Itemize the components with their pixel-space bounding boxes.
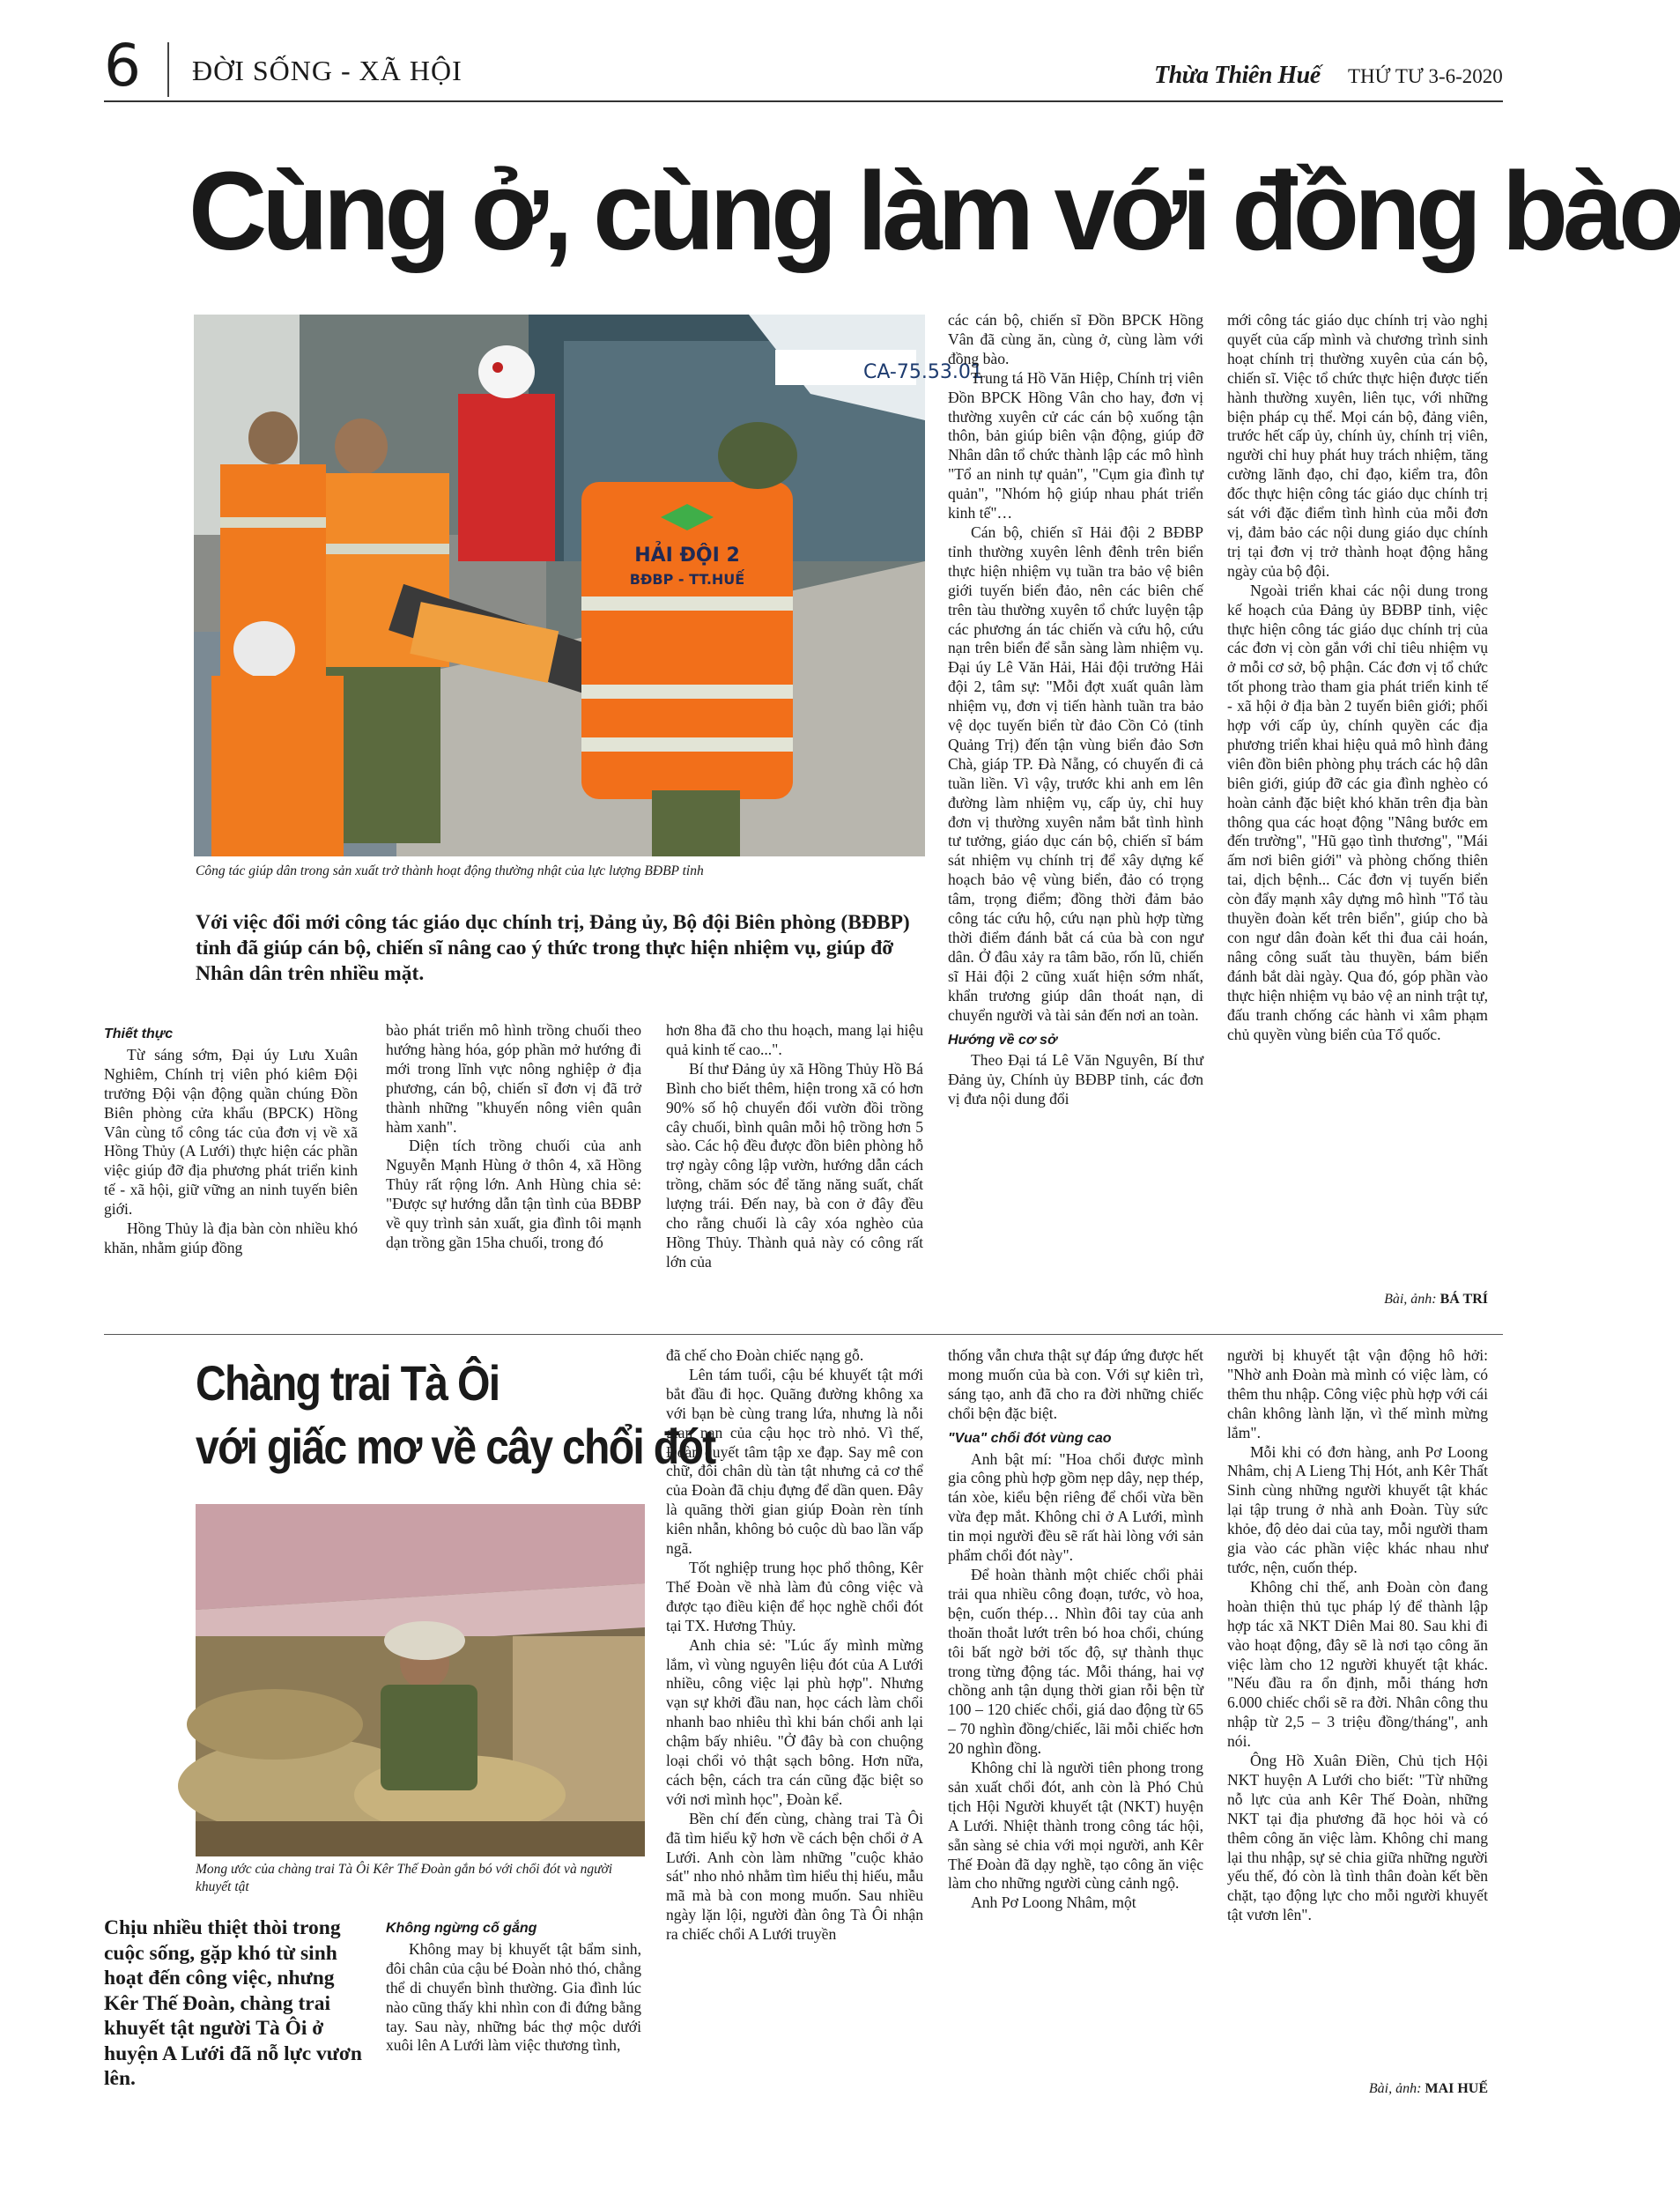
article1-byline	[1227, 1292, 1488, 1308]
paragraph: Bí thư Đảng ủy xã Hồng Thủy Hồ Bá Bình cho biết thêm, hiện trong xã có hơn 90% số hộ chuyển đổi vườn đồi trồng cây chuối, bình quân mỗi hộ trồng hơn 5 sào. Các hộ đều được đồn biên phòng hỗ trợ ngày công lập vườn, hướng dẫn cách trồng, chăm sóc để tăng năng suất, chất lượng trái. Đến nay, bà con ở đây đều cho rằng chuối là cây xóa nghèo của Hồng Thủy. Thành quả này có công rất lớn của	[666, 1059, 923, 1271]
article2-subhead-khong-ngung-co-gang: Không ngừng cố gắng	[386, 1921, 537, 1936]
article2-photo-caption: Mong ước của chàng trai Tà Ôi Kêr Thế Đoàn gắn bó với chổi đót và người khuyết tật	[196, 1862, 613, 1894]
paragraph: Để hoàn thành một chiếc chổi phải trải qua nhiều công đoạn, tước, vò hoa, bện, cuốn thép… Nhìn đôi tay của anh thoăn thoắt lướt trên bó hoa chổi, chúng tôi bất ngờ bởi tốc độ, sự thành thục trong từng động tác. Mỗi tháng, hai vợ chồng anh tận dụng thời gian rỗi bện từ 100 – 120 chiếc chổi, giá dao động từ 65 – 70 nghìn đồng/chiếc, lãi mỗi chiếc hơn 20 nghìn đồng.	[948, 1565, 1203, 1758]
article1-column-2	[386, 1021, 641, 1253]
paragraph: Mỗi khi có đơn hàng, anh Pơ Loong Nhâm, chị A Lieng Thị Hót, anh Kêr Thất Sinh cùng những người khuyết tật khác lại tập trung ở nhà anh Đoàn. Tùy sức khỏe, độ dẻo dai của tay, mỗi người tham gia vào các phần việc khác nhau như tước, nện, cuốn thép.	[1227, 1442, 1488, 1576]
article1-subhead-thiet-thuc: Thiết thực	[104, 1026, 174, 1041]
article1-column-3	[666, 1021, 923, 1272]
paragraph: mới công tác giáo dục chính trị vào nghị quyết của cấp mình và chương trình sinh hoạt chính trị thường xuyên của cán bộ, chiến sĩ. Việc tổ chức thực hiện được tiến hành thường xuyên, liên tục, với những biện pháp cụ thể. Mọi cán bộ, đảng viên, trước hết cấp ủy, chính ủy, chính trị viên, người chỉ huy phát huy trách nhiệm, tăng cường lãnh đạo, chỉ đạo, kiểm tra, đôn đốc thực hiện công tác giáo dục chính trị sát với đặc điểm tình hình của mỗi đơn vị, đảm bảo các nội dung giáo dục chính trị tại đơn vị trở thành hoạt động hằng ngày của bộ đội.	[1227, 311, 1488, 580]
paragraph: Cán bộ, chiến sĩ Hải đội 2 BĐBP tỉnh thường xuyên lênh đênh trên biển thực hiện nhiệm vụ tuần tra bảo vệ biên giới tuyến biển đảo, nên các biên chế trên tàu thường xuyên tổ chức luyện tập các phương án tác chiến và cứu hộ, cứu nạn trên biển để sẵn sàng làm nhiệm vụ. Đại úy Lê Văn Hải, Hải đội trưởng Hải đội 2, tâm sự: "Mỗi đợt xuất quân làm nhiệm vụ, đơn vị tiến hành tuần tra bảo vệ dọc tuyến biển từ đảo Cồn Cỏ (tỉnh Quảng Trị) đến tận vùng biển đảo Sơn Chà, giáp TP. Đà Nẵng, có chuyến đi cả tuần liền. Vì vậy, trước khi anh em lên đường làm nhiệm vụ, cấp ủy, chỉ huy đơn vị thường xuyên nắm bắt tình hình tư tưởng, giáo dục cán bộ, chiến sĩ bám sát nhiệm vụ chính trị để xây dựng kế hoạch bảo vệ vùng biển, đảo có trọng tâm, trọng điểm; đồng thời đảm bảo công tác cứu hộ, cứu nạn phù hợp từng thời điểm đánh bắt cá của bà con ngư dân. Ở đâu xảy ra tâm bão, rốn lũ, chiến sĩ Hải đội 2 cũng xuất hiện sớm nhất, khẩn trương giúp dân thoát nạn, di chuyển người và tài sản đến nơi an toàn.	[948, 522, 1203, 1024]
article1-headline: Cùng ở, cùng làm với đồng bào	[189, 149, 1680, 273]
section-title: ĐỜI SỐNG - XÃ HỘI	[192, 55, 463, 86]
article1-subhead-huong-ve-co-so: Hướng về cơ sở	[948, 1032, 1057, 1048]
article2-column-2	[386, 1914, 641, 2056]
article2-column-3	[666, 1346, 923, 1945]
page-number: 6	[104, 32, 141, 100]
article2-photo	[196, 1504, 645, 1856]
article1-column-1	[104, 1019, 358, 1258]
article1-column-5	[1227, 311, 1488, 1044]
newspaper-name: Thừa Thiên Huế	[1154, 62, 1321, 89]
paragraph: Không may bị khuyết tật bẩm sinh, đôi chân của cậu bé Đoàn nhỏ thó, chẳng thể di chuyển bình thường. Gia đình lúc nào cũng thấy khi nhìn con đi đứng bằng tay. Sau này, những bác thợ mộc dưới xuôi lên A Lưới làm việc thương tình,	[386, 1939, 641, 2055]
paragraph: Trung tá Hồ Văn Hiệp, Chính trị viên Đồn BPCK Hồng Vân cho hay, đơn vị thường xuyên cử các cán bộ xuống tận thôn, bản giúp biên vận động, giúp đỡ Nhân dân tổ chức thành lập các mô hình "Tổ an ninh tự quản", "Cụm gia đình tự quản", "Nhóm hộ giúp nhau phát triển kinh tế"…	[948, 368, 1203, 522]
article1-photo-caption: Công tác giúp dân trong sản xuất trở thành hoạt động thường nhật của lực lượng BĐBP tỉnh	[196, 863, 704, 878]
paragraph: Diện tích trồng chuối của anh Nguyễn Mạnh Hùng ở thôn 4, xã Hồng Thủy rất rộng lớn. Anh Hùng chia sẻ: "Được sự hướng dẫn tận tình của BĐBP về quy trình sản xuất, gia đình tôi mạnh dạn trồng gần 15ha chuối, trong đó	[386, 1137, 641, 1251]
paragraph: đã chế cho Đoàn chiếc nạng gỗ.	[666, 1346, 864, 1364]
header-divider	[167, 42, 169, 97]
paragraph: bào phát triển mô hình trồng chuối theo hướng hàng hóa, góp phần mở hướng đi mới trong lĩnh vực nông nghiệp ở địa phương, cán bộ, chiến sĩ đơn vị đã trở thành những "khuyến nông viên quân hàm xanh".	[386, 1021, 641, 1136]
header-rule	[104, 100, 1503, 102]
paragraph: Theo Đại tá Lê Văn Nguyên, Bí thư Đảng ủy, Chính ủy BĐBP tỉnh, các đơn vị đưa nội dung đổi	[948, 1051, 1203, 1108]
paragraph: người bị khuyết tật vận động hô hởi: "Nhờ anh Đoàn mà mình có việc làm, có thêm thu nhập. Công việc phù hợp với cái chân không lành lặn, vì thế mình mừng lắm".	[1227, 1346, 1488, 1441]
article2-byline	[1227, 2081, 1488, 2097]
svg-text:BĐBP - TT.HUẾ: BĐBP - TT.HUẾ	[629, 571, 745, 588]
paragraph: các cán bộ, chiến sĩ Đồn BPCK Hồng Vân đã cùng ăn, cùng ở, cùng làm với đồng bào.	[948, 311, 1203, 367]
byline-author: MAI HUẾ	[1425, 2081, 1488, 2096]
svg-text:HẢI ĐỘI 2: HẢI ĐỘI 2	[634, 545, 740, 567]
paragraph: Không chỉ thế, anh Đoàn còn đang hoàn thiện thủ tục pháp lý để thành lập hợp tác xã NKT Diên Mai 80. Sau khi đi vào hoạt động, đây sẽ là nơi tạo công ăn việc làm cho 12 người khuyết tật khác. "Nếu đầu ra ổn định, mỗi tháng hơn 6.000 chiếc chổi sẽ ra đời. Nhân công thu nhập từ 2,5 – 3 triệu đồng/tháng", anh nói.	[1227, 1577, 1488, 1751]
paragraph: Ông Hồ Xuân Điền, Chủ tịch Hội NKT huyện A Lưới cho biết: "Từ những nỗ lực của anh Kêr Thế Đoàn, những NKT tại địa phương đã học hỏi và có thêm công ăn việc làm. Không chỉ mang lại thu nhập, sự sẻ chia giữa những người yếu thế, đó còn là tình thân đoàn kết bền chặt, tạo động lực cho mỗi người khuyết tật vươn lên".	[1227, 1752, 1488, 1924]
article2-column-5	[1227, 1346, 1488, 1925]
article1-lead: Với việc đổi mới công tác giáo dục chính trị, Đảng ủy, Bộ đội Biên phòng (BĐBP) tỉnh đã giúp cán bộ, chiến sĩ nâng cao ý thức trong thực hiện nhiệm vụ, giúp đỡ Nhân dân trên nhiều mặt.	[196, 911, 910, 985]
paragraph: Bền chí đến cùng, chàng trai Tà Ôi đã tìm hiểu kỹ hơn về cách bện chổi ở A Lưới. Anh còn làm những "cuộc khảo sát" nho nhỏ nhằm tìm hiểu thị hiếu, mẫu mã mà bà con mong muốn. Sau nhiều ngày lặn lội, người đàn ông Tà Ôi nhận ra chiếc chổi A Lưới truyền	[666, 1809, 923, 1944]
paragraph: Ngoài triển khai các nội dung trong kế hoạch của Đảng ủy BĐBP tỉnh, việc thực hiện công tác giáo dục chính trị của các đơn vị còn gắn với chỉ tiêu nhiệm vụ ở mỗi cơ sở, bộ phận. Các đơn vị tổ chức tốt phong trào tham gia phát triển kinh tế - xã hội ở địa bàn 2 tuyến biên giới; phối hợp với cấp ủy, chính quyền các địa phương triển khai hiệu quả mô hình đảng viên đồn biên phòng phụ trách các hộ dân biên giới, giúp đỡ các gia đình nghèo có hoàn cảnh đặc biệt khó khăn trên địa bàn thông qua các hoạt động "Nâng bước em đến trường", "Hũ gạo tình thương", "Mái ấm nơi biên giới" và phòng chống thiên tai, dịch bệnh... Các đơn vị tuyến biển còn đẩy mạnh xây dựng mô hình "Tổ tàu thuyền đoàn kết trên biển", giúp cho bà con ngư dân đoàn kết thi đua cải hoán, nâng công suất tàu thuyền, bám biển đánh bắt dài ngày. Qua đó, góp phần vào thực hiện nhiệm vụ bảo vệ an ninh trật tự, đấu tranh chống các hành vi xâm phạm chủ quyền vùng biển của Tổ quốc.	[1227, 581, 1488, 1043]
paragraph: Tốt nghiệp trung học phổ thông, Kêr Thế Đoàn về nhà làm đủ công việc và được tạo điều kiện để học nghề chổi đót tại TX. Hương Thủy.	[666, 1558, 923, 1634]
paragraph: Không chỉ là người tiên phong trong sản xuất chổi đót, anh còn là Phó Chủ tịch Hội Người khuyết tật (NKT) huyện A Lưới. Nhiệt thành trong công tác hội, sẵn sàng sẻ chia với mọi người, anh Kêr Thế Đoàn đã dạy nghề, tạo công ăn việc làm cho những người cùng cảnh ngộ.	[948, 1759, 1203, 1893]
paragraph: Lên tám tuổi, cậu bé khuyết tật mới bắt đầu đi học. Quãng đường không xa với bạn bè cùng trang lứa, nhưng là nỗi gian nan của cậu học trò nhỏ. Vì thế, Đoàn quyết tâm tập xe đạp. Say mê con chữ, đôi chân dù tàn tật nhưng cả cơ thể của Đoàn đã chịu đựng để dần quen. Đây là quãng thời gian giúp Đoàn rèn tính kiên nhẫn, không bỏ cuộc dù bao lần vấp ngã.	[666, 1365, 923, 1558]
article2-lead: Chịu nhiều thiệt thòi trong cuộc sống, gặp khó từ sinh hoạt đến công việc, nhưng Kêr Thế Đoàn, chàng trai khuyết tật người Tà Ôi ở huyện A Lưới đã nỗ lực vươn lên.	[104, 1916, 362, 2090]
article2-headline-line1: Chàng trai Tà Ôi	[196, 1355, 500, 1411]
paragraph: Anh bật mí: "Hoa chổi được mình gia công phù hợp gồm nẹp dây, nẹp thép, tán xòe, kiểu bện riêng để chổi vừa bền vừa đẹp mắt. Không chỉ ở A Lưới, mình tin mọi người đều sẽ rất hài lòng với sản phẩm chổi đót này".	[948, 1449, 1203, 1565]
paragraph: Hồng Thủy là địa bàn còn nhiều khó khăn, nhằm giúp đồng	[104, 1219, 358, 1256]
paragraph: Anh Pơ Loong Nhâm, một	[971, 1893, 1136, 1912]
byline-author: BÁ TRÍ	[1439, 1292, 1488, 1307]
issue-date: THỨ TƯ 3-6-2020	[1348, 65, 1503, 87]
byline-label: Bài, ảnh:	[1384, 1292, 1437, 1307]
article2-subhead-vua-choi-dot: "Vua" chổi đót vùng cao	[948, 1430, 1112, 1446]
paragraph: Anh chia sẻ: "Lúc ấy mình mừng lắm, vì vùng nguyên liệu đót của A Lưới nhiều, công việc lại phù hợp". Nhưng vạn sự khởi đầu nan, học cách làm chổi nhanh bao nhiêu thì khi bán chổi anh lại chậm bấy nhiêu. "Ở đây bà con chuộng loại chổi vỏ thật sạch bông. Hơn nữa, cách bện, cách tra cán cũng đặc biệt so với nơi mình học", Đoàn kể.	[666, 1635, 923, 1808]
svg-text:CA-75.53.01: CA-75.53.01	[863, 361, 983, 383]
paragraph: hơn 8ha đã cho thu hoạch, mang lại hiệu quả kinh tế cao...".	[666, 1021, 923, 1058]
article1-photo	[194, 315, 983, 856]
paragraph: Từ sáng sớm, Đại úy Lưu Xuân Nghiêm, Chính trị viên phó kiêm Đội trưởng Đội vận động quần chúng Đồn Biên phòng cửa khẩu (BPCK) Hồng Vân cùng tổ công tác của đơn vị về xã Hồng Thủy (A Lưới) thực hiện các phần việc giúp đỡ địa phương phát triển kinh tế - xã hội, giữ vững an ninh tuyến biên giới.	[104, 1045, 358, 1219]
article-separator	[104, 1334, 1503, 1335]
article1-column-4	[948, 311, 1203, 1109]
paragraph: thống vẫn chưa thật sự đáp ứng được hết mong muốn của bà con. Với sự kiên trì, sáng tạo, anh đã cho ra đời những chiếc chổi bện đặc biệt.	[948, 1346, 1203, 1422]
article2-headline-line2: với giấc mơ về cây chổi đót	[196, 1419, 715, 1474]
article2-column-4	[948, 1346, 1203, 1913]
byline-label: Bài, ảnh:	[1368, 2081, 1422, 2096]
